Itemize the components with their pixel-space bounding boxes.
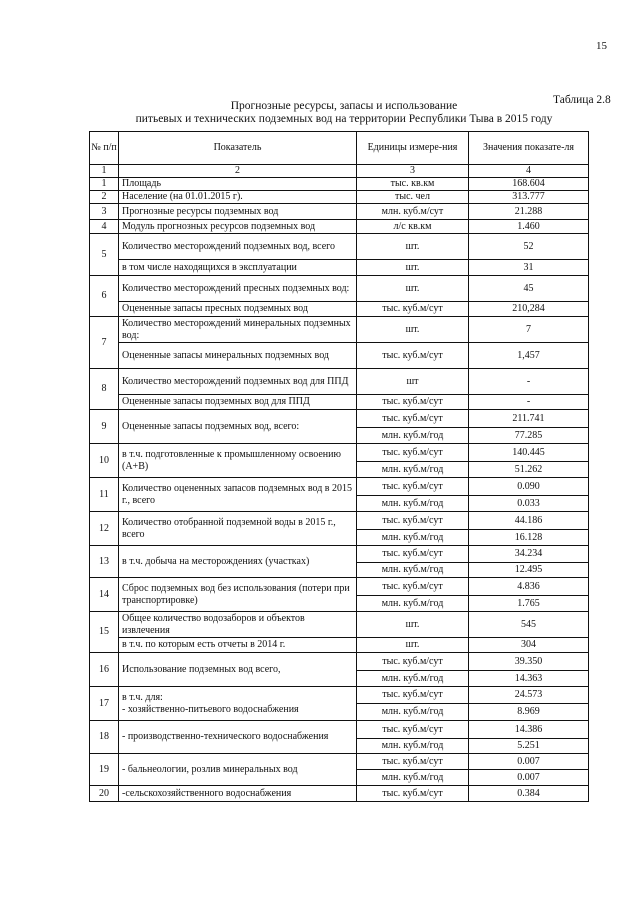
indicator-cell: в т.ч. по которым есть отчеты в 2014 г. <box>119 638 357 653</box>
value-cell: 7 <box>469 317 589 343</box>
value-cell: - <box>469 395 589 410</box>
value-cell: 140.445 <box>469 444 589 462</box>
indicator-cell: - бальнеологии, розлив минеральных вод <box>119 754 357 786</box>
table-row <box>90 754 589 770</box>
table-title-line-1: Прогнозные ресурсы, запасы и использование <box>230 100 458 112</box>
data-table <box>89 131 589 802</box>
value-cell: 168.604 <box>469 178 589 191</box>
indicator-cell: Площадь <box>119 178 357 191</box>
unit-cell: млн. куб.м/год <box>357 770 469 786</box>
row-number: 12 <box>90 512 119 546</box>
value-cell: 31 <box>469 260 589 276</box>
unit-cell: тыс. куб.м/сут <box>357 410 469 428</box>
unit-cell: млн. куб.м/год <box>357 739 469 754</box>
row-number: 18 <box>90 721 119 754</box>
unit-cell: тыс. куб.м/сут <box>357 578 469 596</box>
unit-cell: млн. куб.м/год <box>357 428 469 444</box>
value-cell: 14.363 <box>469 671 589 687</box>
header-value: Значения показате-ля <box>469 132 589 165</box>
value-cell: 12.495 <box>469 563 589 578</box>
table-row <box>90 687 589 704</box>
indicator-cell: Сброс подземных вод без использования (потери при транспортировке) <box>119 578 357 612</box>
table-row <box>90 546 589 563</box>
table-row <box>90 410 589 428</box>
table-row <box>90 204 589 220</box>
table-title <box>100 100 588 126</box>
unit-cell: тыс. куб.м/сут <box>357 721 469 739</box>
header-unit: Единицы измере-ния <box>357 132 469 165</box>
indicator-cell: Население (на 01.01.2015 г). <box>119 191 357 204</box>
unit-cell: шт. <box>357 638 469 653</box>
indicator-cell: в т.ч. для: - хозяйственно-питьевого водоснабжения <box>119 687 357 721</box>
unit-cell: тыс. куб.м/сут <box>357 512 469 530</box>
indicator-cell: в т.ч. добыча на месторождениях (участках) <box>119 546 357 578</box>
header-num: № п/п <box>90 132 119 165</box>
table-row <box>90 578 589 596</box>
unit-cell: тыс. куб.м/сут <box>357 302 469 317</box>
value-cell: 313.777 <box>469 191 589 204</box>
value-cell: 1.765 <box>469 596 589 612</box>
table-row <box>90 276 589 302</box>
row-number: 7 <box>90 317 119 369</box>
unit-cell: млн. куб.м/год <box>357 563 469 578</box>
table-title-line-2: питьевых и технических подземных вод на территории Республики Тыва в 2015 году <box>135 113 553 125</box>
table-row <box>90 234 589 260</box>
indicator-cell: Модуль прогнозных ресурсов подземных вод <box>119 220 357 234</box>
indicator-cell: Прогнозные ресурсы подземных вод <box>119 204 357 220</box>
row-number: 8 <box>90 369 119 410</box>
value-cell: 24.573 <box>469 687 589 704</box>
indicator-cell: Общее количество водозаборов и объектов извлечения <box>119 612 357 638</box>
table-row <box>90 612 589 638</box>
header-number-1: 1 <box>90 165 119 178</box>
table-header-row <box>90 132 589 165</box>
unit-cell: шт. <box>357 234 469 260</box>
value-cell: 52 <box>469 234 589 260</box>
unit-cell: л/с кв.км <box>357 220 469 234</box>
row-number: 16 <box>90 653 119 687</box>
unit-cell: шт. <box>357 276 469 302</box>
unit-cell: тыс. куб.м/сут <box>357 546 469 563</box>
indicator-cell: - производственно-технического водоснабжения <box>119 721 357 754</box>
value-cell: 0.007 <box>469 770 589 786</box>
row-number: 14 <box>90 578 119 612</box>
value-cell: 4.836 <box>469 578 589 596</box>
unit-cell: млн. куб.м/сут <box>357 204 469 220</box>
value-cell: 77.285 <box>469 428 589 444</box>
table-row <box>90 786 589 802</box>
unit-cell: тыс. куб.м/сут <box>357 444 469 462</box>
row-number: 4 <box>90 220 119 234</box>
value-cell: 210,284 <box>469 302 589 317</box>
value-cell: 51.262 <box>469 462 589 478</box>
table-row <box>90 395 589 410</box>
row-number: 6 <box>90 276 119 317</box>
unit-cell: тыс. куб.м/сут <box>357 478 469 496</box>
indicator-cell: Оцененные запасы подземных вод для ППД <box>119 395 357 410</box>
value-cell: 5.251 <box>469 739 589 754</box>
row-number: 11 <box>90 478 119 512</box>
row-number: 13 <box>90 546 119 578</box>
row-number: 3 <box>90 204 119 220</box>
unit-cell: млн. куб.м/год <box>357 596 469 612</box>
table-row <box>90 178 589 191</box>
page-number: 15 <box>596 40 607 52</box>
unit-cell: тыс. куб.м/сут <box>357 653 469 671</box>
table-row <box>90 191 589 204</box>
indicator-cell: Количество отобранной подземной воды в 2015 г., всего <box>119 512 357 546</box>
table-row <box>90 220 589 234</box>
table-row <box>90 343 589 369</box>
unit-cell: млн. куб.м/год <box>357 462 469 478</box>
unit-cell: тыс. куб.м/сут <box>357 786 469 802</box>
row-number: 17 <box>90 687 119 721</box>
indicator-cell: Количество месторождений подземных вод для ППД <box>119 369 357 395</box>
unit-cell: тыс. куб.м/сут <box>357 343 469 369</box>
row-number: 15 <box>90 612 119 653</box>
indicator-cell: Количество месторождений минеральных подземных вод: <box>119 317 357 343</box>
row-number: 1 <box>90 178 119 191</box>
table-row <box>90 260 589 276</box>
unit-cell: шт. <box>357 612 469 638</box>
table-row <box>90 478 589 496</box>
value-cell: 14.386 <box>469 721 589 739</box>
table-body <box>90 132 589 802</box>
unit-cell: шт. <box>357 260 469 276</box>
header-number-3: 3 <box>357 165 469 178</box>
indicator-cell: Использование подземных вод всего, <box>119 653 357 687</box>
row-number: 9 <box>90 410 119 444</box>
unit-cell: тыс. кв.км <box>357 178 469 191</box>
value-cell: 0.384 <box>469 786 589 802</box>
table-row <box>90 653 589 671</box>
value-cell: 211.741 <box>469 410 589 428</box>
unit-cell: тыс. куб.м/сут <box>357 754 469 770</box>
value-cell: 0.007 <box>469 754 589 770</box>
table-label: Таблица 2.8 <box>553 94 611 106</box>
value-cell: 1.460 <box>469 220 589 234</box>
indicator-cell: Количество оцененных запасов подземных вод в 2015 г., всего <box>119 478 357 512</box>
value-cell: 21.288 <box>469 204 589 220</box>
value-cell: 45 <box>469 276 589 302</box>
unit-cell: млн. куб.м/год <box>357 704 469 721</box>
row-number: 20 <box>90 786 119 802</box>
value-cell: - <box>469 369 589 395</box>
row-number: 2 <box>90 191 119 204</box>
unit-cell: млн. куб.м/год <box>357 496 469 512</box>
value-cell: 1,457 <box>469 343 589 369</box>
unit-cell: млн. куб.м/год <box>357 530 469 546</box>
header-number-2: 2 <box>119 165 357 178</box>
value-cell: 39.350 <box>469 653 589 671</box>
value-cell: 34.234 <box>469 546 589 563</box>
table-row <box>90 302 589 317</box>
table-row <box>90 721 589 739</box>
indicator-cell: Оцененные запасы подземных вод, всего: <box>119 410 357 444</box>
value-cell: 304 <box>469 638 589 653</box>
value-cell: 0.033 <box>469 496 589 512</box>
header-indicator: Показатель <box>119 132 357 165</box>
row-number: 19 <box>90 754 119 786</box>
unit-cell: шт. <box>357 317 469 343</box>
unit-cell: тыс. куб.м/сут <box>357 687 469 704</box>
row-number: 5 <box>90 234 119 276</box>
value-cell: 0.090 <box>469 478 589 496</box>
table-row <box>90 638 589 653</box>
header-number-4: 4 <box>469 165 589 178</box>
table-row <box>90 317 589 343</box>
indicator-cell: Количество месторождений подземных вод, всего <box>119 234 357 260</box>
indicator-cell: в т.ч. подготовленные к промышленному освоению (А+В) <box>119 444 357 478</box>
unit-cell: млн. куб.м/год <box>357 671 469 687</box>
unit-cell: тыс. куб.м/сут <box>357 395 469 410</box>
indicator-cell: -сельскохозяйственного водоснабжения <box>119 786 357 802</box>
indicator-cell: Оцененные запасы пресных подземных вод <box>119 302 357 317</box>
table-row <box>90 512 589 530</box>
value-cell: 44.186 <box>469 512 589 530</box>
value-cell: 8.969 <box>469 704 589 721</box>
table-row <box>90 444 589 462</box>
table-row <box>90 369 589 395</box>
indicator-cell: Оцененные запасы минеральных подземных вод <box>119 343 357 369</box>
table-header-numbers-row <box>90 165 589 178</box>
indicator-cell: в том числе находящихся в эксплуатации <box>119 260 357 276</box>
value-cell: 16.128 <box>469 530 589 546</box>
unit-cell: тыс. чел <box>357 191 469 204</box>
indicator-cell: Количество месторождений пресных подземных вод: <box>119 276 357 302</box>
row-number: 10 <box>90 444 119 478</box>
unit-cell: шт <box>357 369 469 395</box>
value-cell: 545 <box>469 612 589 638</box>
